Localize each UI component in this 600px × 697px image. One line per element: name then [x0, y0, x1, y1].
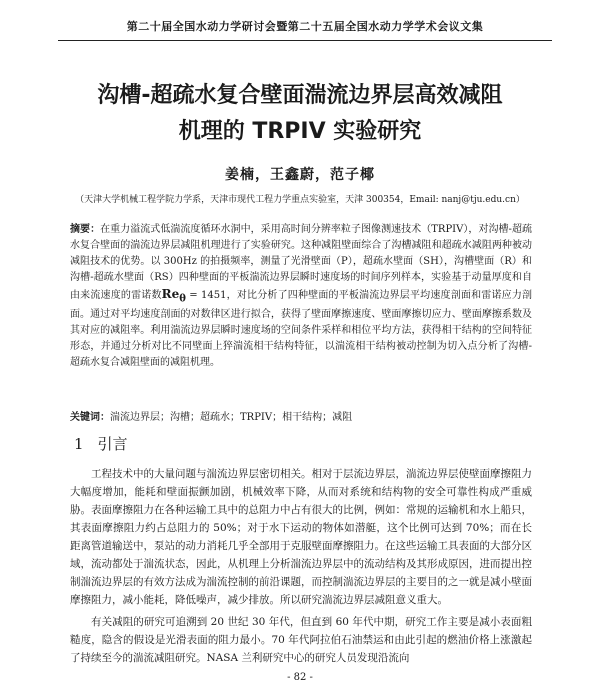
keywords	[70, 410, 532, 426]
reynolds-number-re: Re	[161, 287, 180, 301]
title-line-1: 沟槽-超疏水复合壁面湍流边界层高效减阻	[97, 83, 503, 108]
title-line-2: 机理的 TRPIV 实验研究	[178, 119, 422, 144]
abstract-text-2: ，对比分析了四种壁面的平板湍流边界层平均速度剖面和雷诺应力剖面。通过对平均速度剖面的对数律区进行拟合，获得了壁面摩擦速度、壁面摩擦切应力、壁面摩擦系数及其对应的减阻率。利用湍流边界层瞬时速度场的空间条件采样和相位平均方法，获得相干结构的空间特征形态，并通过分析对比不同壁面上猝湍流相干结构特征，以湍流相干结构被动控制为切入点分析了沟槽-超疏水复合减阻壁面的减阻机理。	[70, 290, 533, 369]
introduction-body	[70, 465, 532, 667]
author-affiliation: （天津大学机械工程学院力学系，天津市现代工程力学重点实验室，天津 300354，Email: nanj@tju.edu.cn）	[75, 195, 525, 205]
page-number: - 82 -	[287, 672, 313, 683]
body-paragraph-2: 有关减阻的研究可追溯到 20 世纪 30 年代，但直到 60 年代中期，研究工作主要是减小表面粗糙度，隐含的假设是光滑表面的阻力最小。70 年代阿拉伯石油禁运和由此引起的燃油价格上涨激起了持续至今的湍流减阻研究。NASA 兰利研究中心的研究人员发现沿流向	[70, 616, 532, 664]
reynolds-number-symbol	[161, 287, 186, 305]
section-title: 引言	[97, 435, 128, 453]
section-heading-introduction	[74, 432, 274, 456]
keywords-label: 关键词：	[70, 412, 110, 423]
abstract-label: 摘要：	[70, 224, 101, 235]
abstract	[70, 222, 532, 371]
reynolds-number-subscript: θ	[179, 293, 186, 305]
abstract-text-1: 在重力溢流式低湍流度循环水洞中，采用高时间分辨率粒子图像测速技术（TRPIV），对沟槽-超疏水复合壁面的湍流边界层减阻机理进行了实验研究。这种减阻壁面综合了沟槽减阻和超疏水减阻两种被动减阻技术的优势。以 300Hz 的拍摄频率，测量了光滑壁面（P），超疏水壁面（SH），沟槽壁面（R）和沟槽-超疏水壁面（RS）四种壁面的平板湍流边界层瞬时速度场的时间序列样本，实验基于动量厚度和自由来流速度的雷诺数	[70, 224, 532, 301]
reynolds-number-value: = 1451	[185, 290, 227, 301]
body-paragraph-1: 工程技术中的大量问题与湍流边界层密切相关。相对于层流边界层，湍流边界层使壁面摩擦阻力大幅度增加，能耗和壁面振颤加剧，机械效率下降，从而对系统和结构物的安全可靠性构成严重威胁。表面摩擦阻力在各种运输工具中的总阻力中占有很大的比例，例如：常规的运输机和水上船只，其表面摩擦阻力约占总阻力的 50%；对于水下运动的物体如潜艇，这个比例可达到 70%；而在长距离管道输送中，泵站的动力消耗几乎全部用于克服壁面摩擦阻力。在这些运输工具表面的大部分区域，流动都处于湍流状态，因此，从机理上分析湍流边界层中的流动结构及其形成原因，进而提出控制湍流边界层的有效方法成为湍流控制的前沿课题，而控制湍流边界层的主要目的之一就是减小壁面摩擦阻力，减小能耗，降低噪声，减少排放。所以研究湍流边界层减阻意义重大。	[70, 468, 532, 606]
running-header: 第二十届全国水动力学研讨会暨第二十五届全国水动力学学术会议文集	[126, 20, 484, 33]
header-divider	[58, 40, 552, 41]
paper-title	[40, 78, 560, 150]
author-list: 姜楠，王鑫蔚，范子椰	[225, 167, 375, 183]
section-number: 1	[74, 435, 84, 453]
keywords-text: 湍流边界层；沟槽；超疏水；TRPIV；相干结构；减阻	[110, 412, 353, 423]
